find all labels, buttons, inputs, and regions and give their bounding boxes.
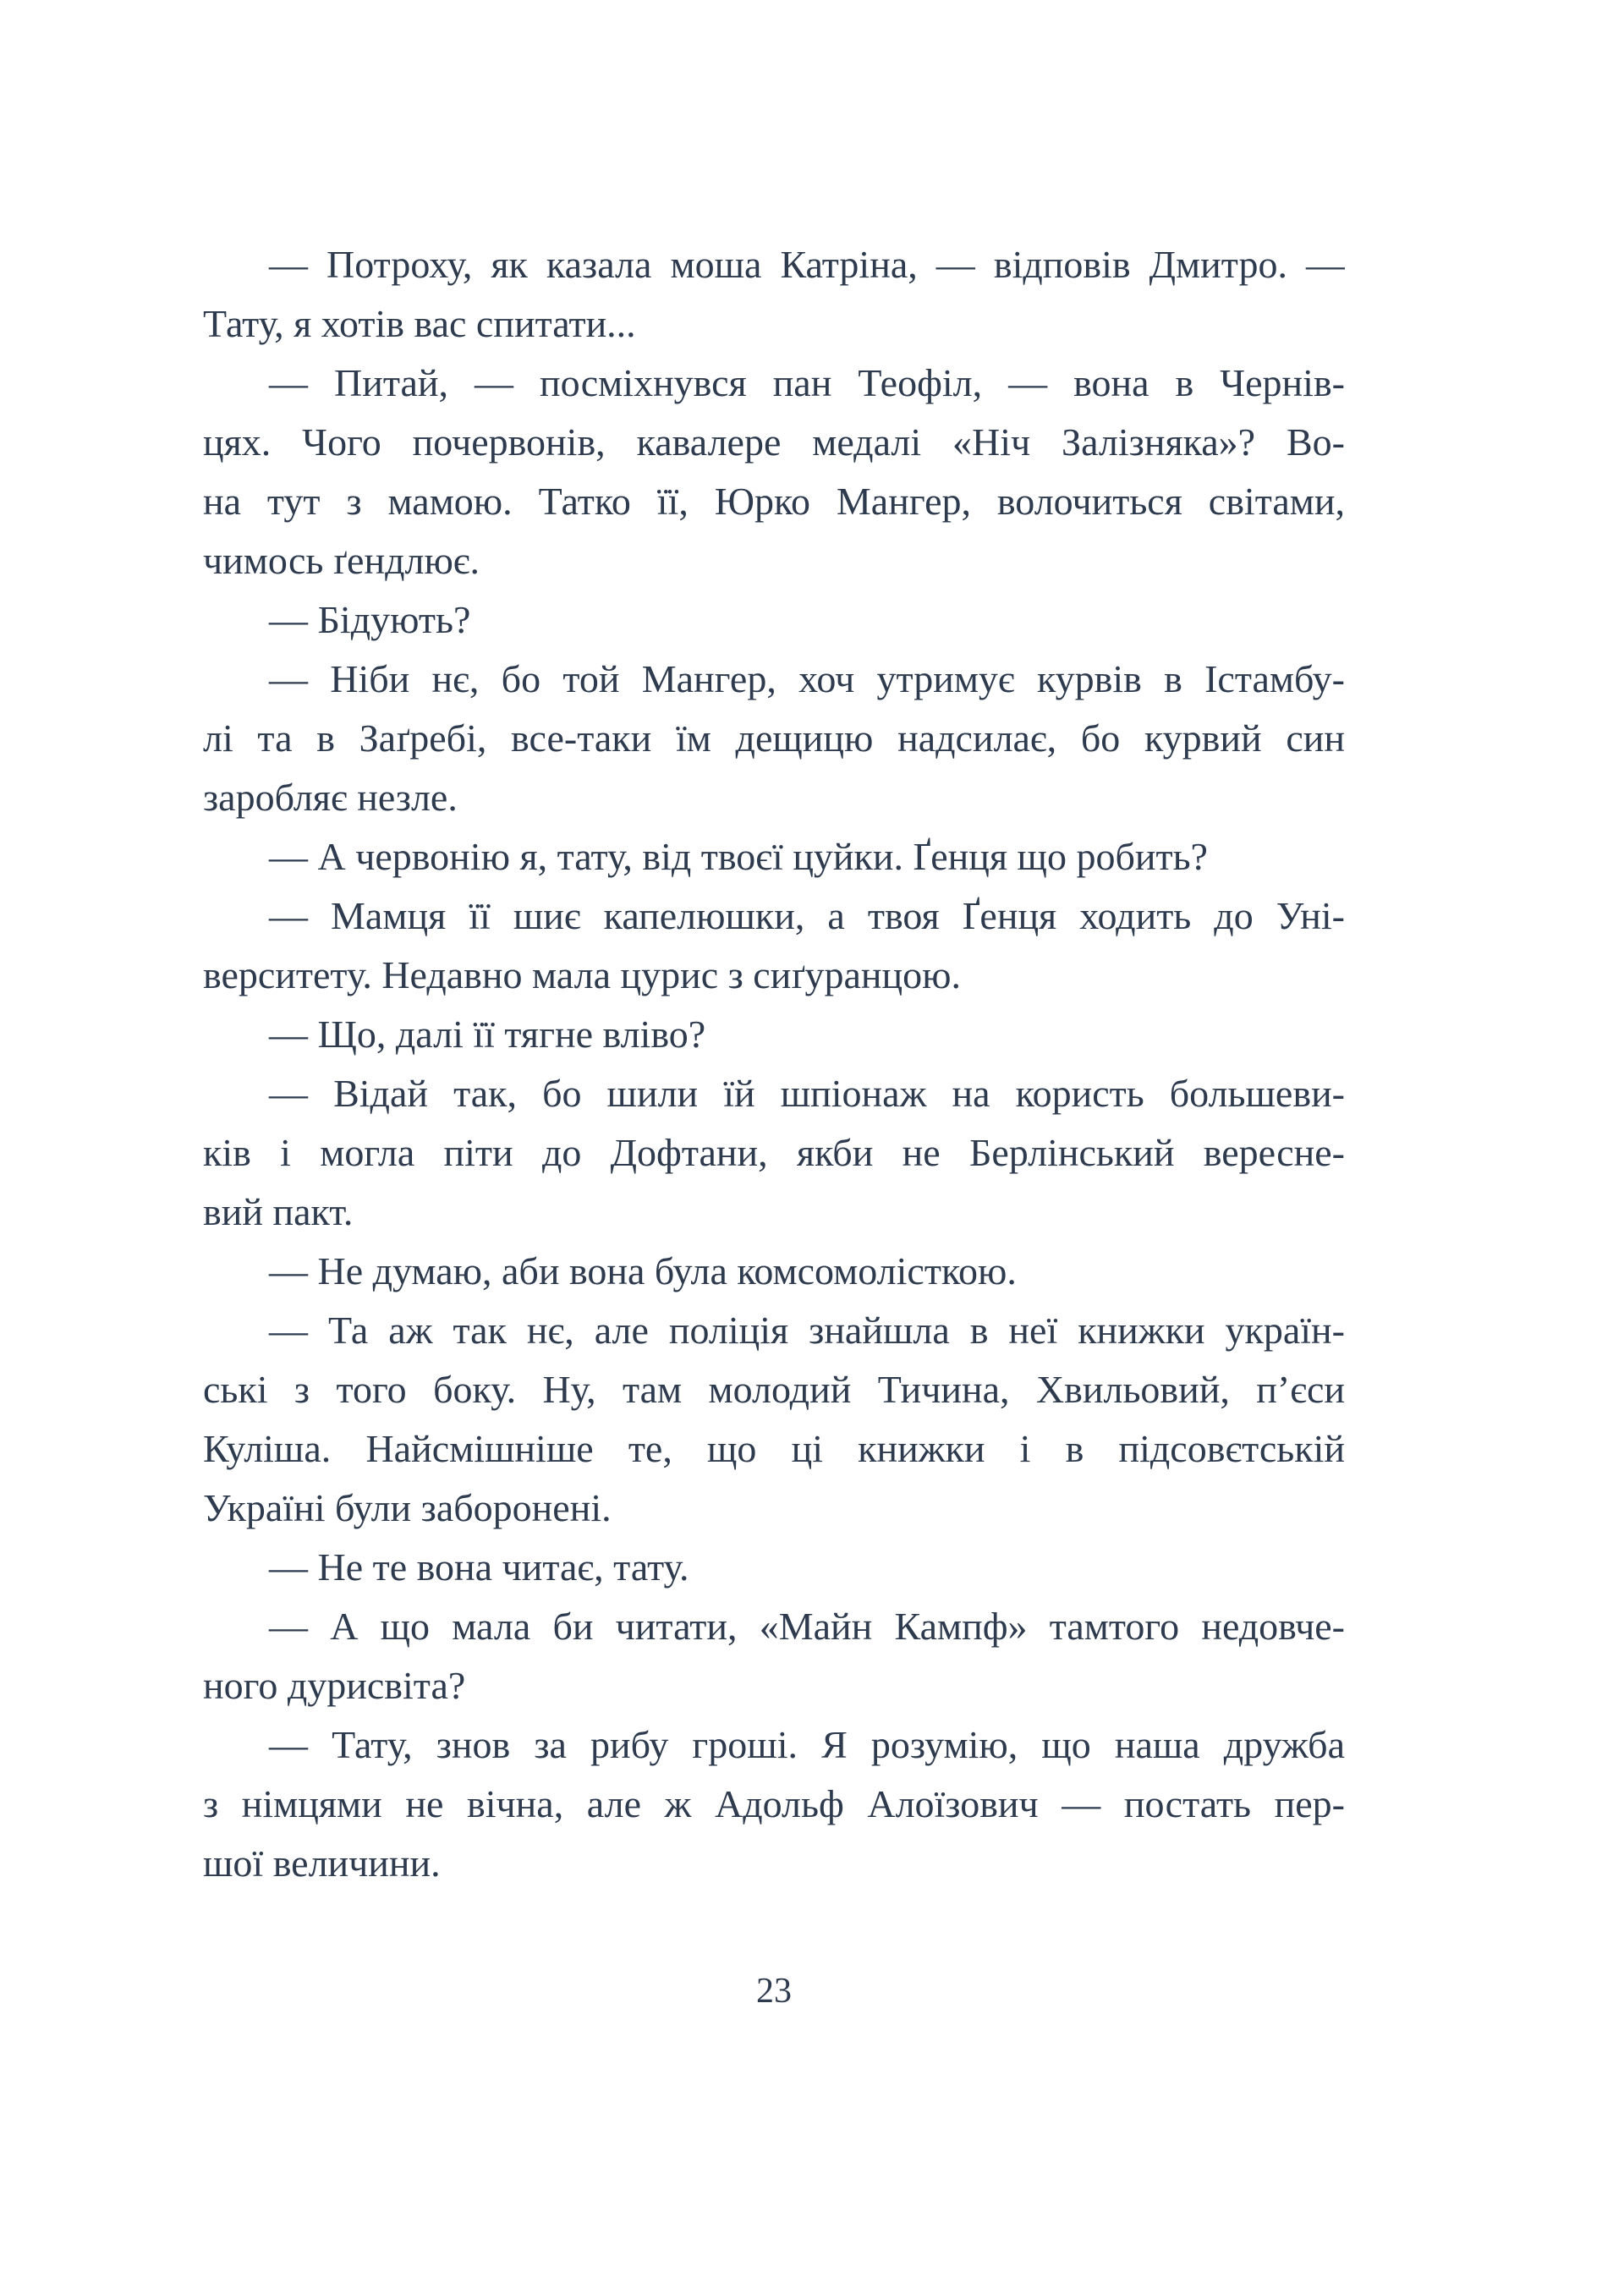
text-line: — А червонію я, тату, від твоєї цуйки. Ґенця що робить?: [269, 835, 1208, 878]
text-line: шої величини.: [203, 1841, 441, 1885]
text-line: Куліша. Найсмішніше те, що ці книжки і в підсовєтській: [203, 1427, 1345, 1470]
text-line: — Тату, знов за рибу гроші. Я розумію, що наша дружба: [269, 1723, 1345, 1766]
text-line: заробляє незле.: [203, 776, 458, 819]
paragraph: [203, 1242, 1345, 1301]
text-line: Україні були заборонені.: [203, 1486, 612, 1529]
text-line: — Та аж так нє, але поліція знайшла в неї книжки україн-: [269, 1309, 1345, 1352]
text-line: ків і могла піти до Дофтани, якби не Берлінський вересне-: [203, 1131, 1345, 1174]
text-line: — Потроху, як казала моша Катріна, — відповів Дмитро. —: [269, 243, 1345, 286]
page-number: 23: [756, 1972, 792, 2011]
text-line: ного дурисвіта?: [203, 1664, 466, 1707]
text-line: цях. Чого почервонів, кавалере медалі «Ніч Залізняка»? Во-: [203, 420, 1345, 464]
text-line: — А що мала би читати, «Майн Кампф» тамтого недовче-: [269, 1605, 1345, 1648]
text-line: вий пакт.: [203, 1190, 354, 1233]
text-line: — Мамця її шиє капелюшки, а твоя Ґенця ходить до Уні-: [269, 894, 1345, 937]
text-line: — Відай так, бо шили їй шпіонаж на користь большеви-: [269, 1072, 1345, 1115]
text-line: — Не думаю, аби вона була комсомолісткою.: [269, 1249, 1017, 1292]
paragraph: [203, 235, 1345, 354]
paragraph: [203, 1597, 1345, 1715]
paragraph: [203, 886, 1345, 1005]
text-line: — Що, далі її тягне вліво?: [269, 1013, 706, 1056]
text-line: лі та в Заґребі, все-таки їм дещицю надсилає, бо курвий син: [203, 716, 1345, 760]
paragraph: [203, 1301, 1345, 1538]
text-line: — Ніби нє, бо той Мангер, хоч утримує курвів в Істамбу-: [269, 657, 1345, 700]
text-line: — Не те вона читає, тату.: [269, 1545, 689, 1589]
paragraph: [203, 1715, 1345, 1893]
paragraph: [203, 827, 1345, 886]
paragraph: [203, 590, 1345, 650]
text-line: верситету. Недавно мала цурис з сиґуранцою.: [203, 953, 962, 996]
paragraph: [203, 1538, 1345, 1597]
text-line: — Питай, — посміхнувся пан Теофіл, — вона в Чернів-: [269, 361, 1345, 404]
paragraph: [203, 1064, 1345, 1242]
paragraph: [203, 1005, 1345, 1064]
paragraph: [203, 650, 1345, 827]
text-line: ські з того боку. Ну, там молодий Тичина, Хвильовий, п’єси: [203, 1368, 1345, 1411]
paragraph: [203, 354, 1345, 590]
text-line: Тату, я хотів вас спитати...: [203, 302, 636, 345]
text-line: — Бідують?: [269, 598, 471, 641]
text-line: на тут з мамою. Татко її, Юрко Мангер, волочиться світами,: [203, 480, 1345, 523]
text-line: з німцями не вічна, але ж Адольф Алоїзович — постать пер-: [203, 1782, 1345, 1825]
page-text: [203, 235, 1345, 1893]
text-line: чимось ґендлює.: [203, 539, 480, 582]
